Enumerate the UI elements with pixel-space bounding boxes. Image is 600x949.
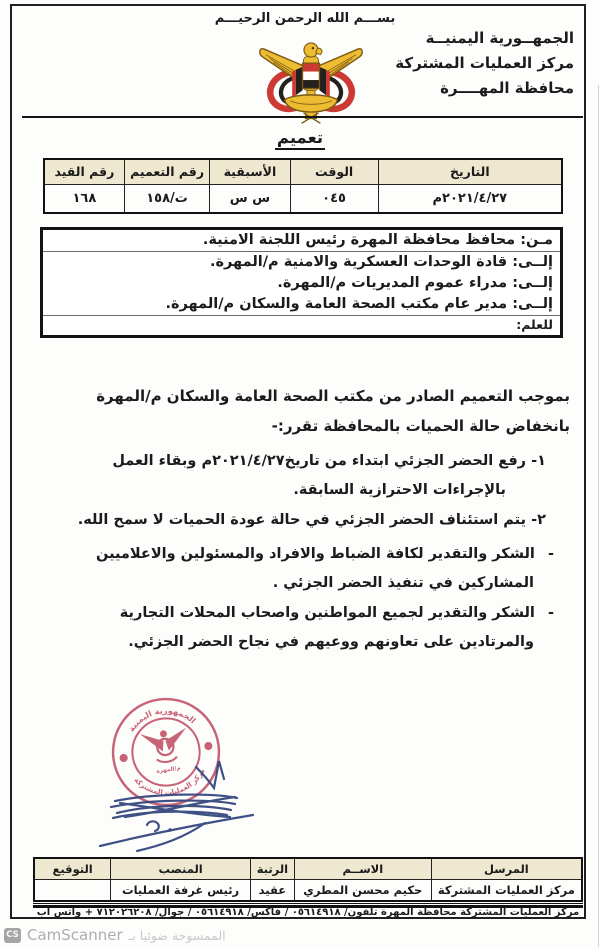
camscanner-brand-text: CamScanner [27,926,123,944]
item-1-number: ١- [531,453,546,469]
item-1-text: رفع الحضر الجزئي ابتداء من تاريخ٢٠٢١/٤/٢٧م وبقاء العمل بالإجراءات الاحترازية السابقة. [112,453,527,498]
signature-scribble [85,753,317,861]
sig-value-signature [34,879,111,901]
organization-header [395,26,574,101]
stamp-top-text: الجمهورية اليمنية [125,705,198,734]
svg-text:الجمهورية اليمنية [124,701,199,735]
meta-value-time: ٠٤٥ [290,184,378,213]
item-2-text: يتم استئناف الحضر الجزئي في حالة عودة الحميات لا سمح الله. [77,512,527,528]
to-text-1: قادة الوحدات العسكرية والامنية م/المهرة. [209,254,508,270]
item-2-number: ٢- [531,512,546,528]
meta-value-row [44,184,562,213]
to-text-3: مدير عام مكتب الصحة العامة والسكان م/المهرة. [165,296,508,312]
from-label: مـن: [520,232,553,248]
org-center-line: مركز العمليات المشتركة [395,54,574,72]
dash-text-1: الشكر والتقدير لكافة الضباط والافراد والمسئولين والاعلاميين المشاركين في تنفيذ الحضر الجزئي . [96,546,535,591]
meta-header-time: الوقت [290,159,378,184]
dash-item-2 [58,599,554,657]
numbered-item-2 [66,506,546,535]
meta-value-record-no: ١٦٨ [44,184,124,213]
routing-to-row-1 [43,252,560,273]
routing-box [40,227,563,338]
sig-header-name: الاســم [294,858,431,879]
sig-header-sender: المرسل [431,858,582,879]
numbered-item-1 [66,447,546,505]
dash-mark-2: - [547,605,554,621]
signature-value-row [34,879,582,901]
meta-value-date: ٢٠٢١/٤/٢٧م [378,184,562,213]
meta-header-record-no: رقم القيد [44,159,124,184]
dash-mark-1: - [547,546,554,562]
footer-contact-line: مركز العمليات المشتركة محافظة المهرة تلفون/ ٠٥٦١٤٩١٨ / فاكس/ ٠٥٦١٤٩١٨ / جوال/ ٧١٢٠٢٦٢٠٨ + واتس اب [36,907,580,918]
scan-edge-line [598,85,599,947]
dash-text-2: الشكر والتقدير لجميع المواطنين واصحاب المحلات التجارية والمرتادين على تعاونهم ووعيهم في نجاح الحضر الجزئي. [119,605,535,650]
dash-item-1 [58,540,554,598]
signature-header-row [34,858,582,879]
routing-from-row [43,230,560,252]
sig-header-signature: التوقيع [34,858,111,879]
org-governorate-line: محافظة المهــــرة [440,79,574,97]
body-intro-paragraph: بموجب التعميم الصادر من مكتب الصحة العامة والسكان م/المهرة بانخفاض حالة الحميات بالمحافظة تقرر:- [96,387,570,435]
dash-list [58,540,554,658]
stamp-bottom-text: مركز العمليات المشتركة [132,766,207,797]
stamp-center-text: م/المهرة [156,765,182,775]
routing-to-row-2 [43,273,560,294]
to-label-1: إلــى: [512,254,553,270]
sig-header-position: المنصب [111,858,251,879]
meta-header-circular-no: رقم التعميم [124,159,209,184]
sig-value-position: رئيس غرفة العمليات [111,879,251,901]
signature-table [33,857,583,902]
camscanner-arabic-text: الممسوحة ضوئيا بـ [128,927,226,943]
sig-header-rank: الرتبة [250,858,294,879]
yemen-coat-of-arms-icon [254,34,368,128]
numbered-list [66,447,546,536]
meta-table [43,158,563,214]
from-text: محافظ محافظة المهرة رئيس اللجنة الامنية. [202,232,516,248]
sig-value-sender: مركز العمليات المشتركة [431,879,582,901]
meta-header-priority: الأسبقية [210,159,290,184]
routing-to-row-3 [43,294,560,316]
bismillah-text: بســـم الله الرحمن الرحيـــم [214,11,396,26]
document-title: تعميم [0,128,600,147]
sig-value-rank: عقيد [250,879,294,901]
camscanner-watermark [4,924,226,946]
to-label-3: إلــى: [512,296,553,312]
to-text-2: مدراء عموم المديريات م/المهرة. [277,275,508,291]
for-information-label: للعلم: [516,317,553,332]
meta-value-priority: س س [210,184,290,213]
meta-value-circular-no: ت/١٥٨ [124,184,209,213]
header-divider [22,116,583,118]
camscanner-logo: CS [4,928,21,943]
meta-header-row [44,159,562,184]
to-label-2: إلــى: [512,275,553,291]
sig-value-name: حكيم محسن المطري [294,879,431,901]
org-country-line: الجمهــورية اليمنيــة [425,29,574,47]
meta-header-date: التاريخ [378,159,562,184]
